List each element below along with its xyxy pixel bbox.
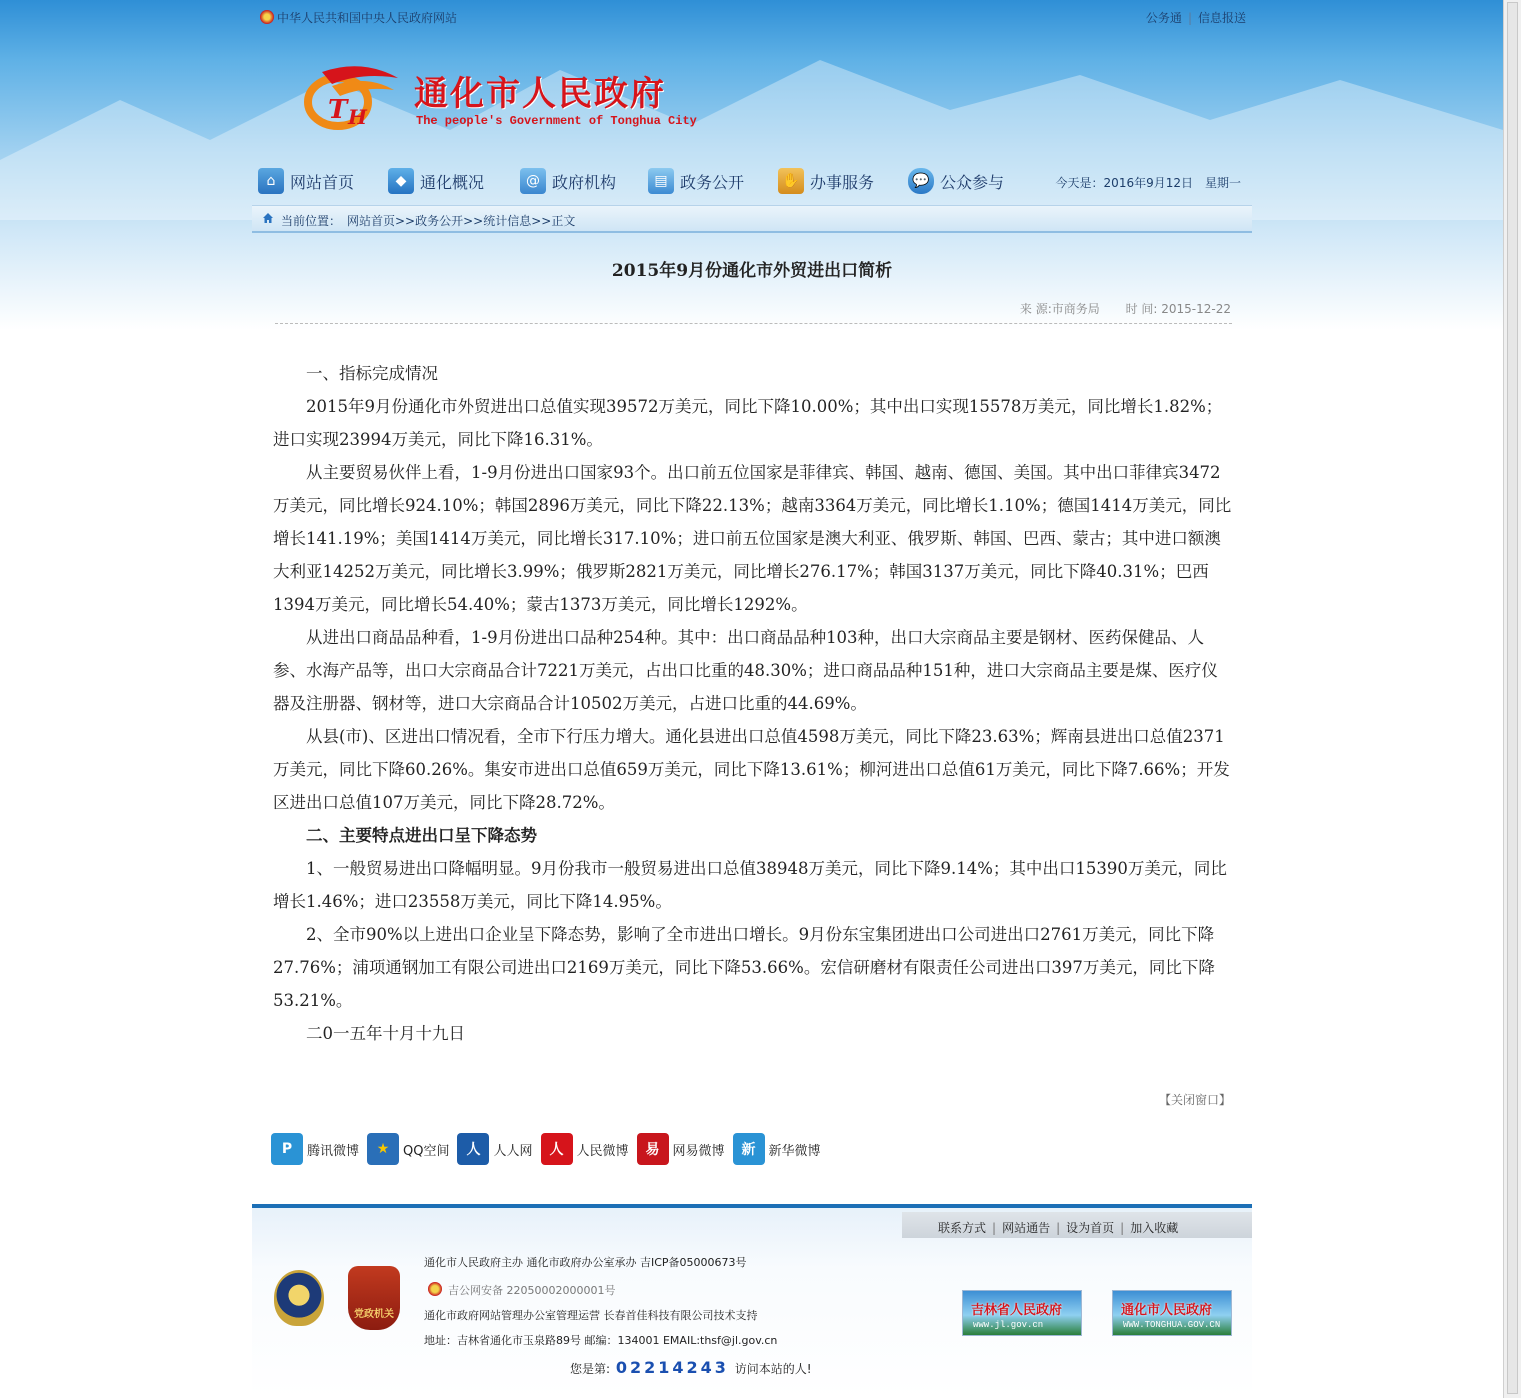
share-label: 人人网 (493, 1143, 533, 1159)
home-icon: ⌂ (258, 168, 284, 194)
share-label: 新华微博 (768, 1143, 821, 1159)
police-badge-icon[interactable] (274, 1270, 324, 1326)
counter-number: 02214243 (615, 1358, 729, 1377)
article-subheading: 二、主要特点进出口呈下降态势 (306, 826, 537, 845)
footer-host-line: 通化市人民政府主办 通化市政府办公室承办 吉ICP备05000673号 (424, 1256, 747, 1269)
article-source: 来 源:市商务局 (1019, 302, 1100, 316)
home-icon (262, 212, 274, 224)
counter-suffix: 访问本站的人! (734, 1362, 812, 1376)
agency-icon: @ (520, 168, 546, 194)
nav-gov-affairs[interactable] (648, 164, 744, 198)
article-paragraph: 从县(市)、区进出口情况看，全市下行压力增大。通化县进出口总值4598万美元，同比下降23.63%；辉南县进出口总值2371万美元，同比下降60.26%。集安市进出口总值659万美元，同比下降13.61%；柳河进出口总值61万美元，同比下降7.66%；开发区进出口总值107万美元，同比下降28.72%。 (273, 727, 1230, 812)
share-xinhua-weibo[interactable] (733, 1133, 821, 1165)
article-paragraph: 一、指标完成情况 (306, 364, 438, 383)
banner-url: WWW.TONGHUA.GOV.CN (1123, 1320, 1221, 1330)
article-paragraph: 2015年9月份通化市外贸进出口总值实现39572万美元，同比下降10.00%；其中出口实现15578万美元，同比增长1.82%；进口实现23994万美元，同比下降16.31%。 (273, 397, 1223, 449)
article-body (273, 357, 1233, 1050)
breadcrumb (252, 205, 1252, 233)
counter-prefix: 您是第: (570, 1362, 611, 1376)
banner-title: 通化市人民政府 (1121, 1303, 1213, 1318)
divider (275, 323, 1232, 324)
article-paragraph: 2、全市90%以上进出口企业呈下降态势，影响了全市进出口增长。9月份东宝集团进出口公司进出口2761万美元，同比下降27.76%；浦项通钢加工有限公司进出口2169万美元，同比下降53.66%。宏信研磨材有限责任公司进出口397万美元，同比下降53.21%。 (273, 925, 1215, 1010)
footer-links: 联系方式 | 网站通告 | 设为首页 | 加入收藏 (902, 1212, 1252, 1238)
breadcrumb-path[interactable]: 网站首页>>政务公开>>统计信息>>正文 (347, 214, 576, 228)
nav-overview[interactable] (388, 164, 484, 198)
footer-favorite-link[interactable]: 加入收藏 (1130, 1221, 1179, 1235)
nav-service[interactable] (778, 164, 874, 198)
article-paragraph: 从进出口商品品种看，1-9月份进出口品种254种。其中：出口商品品种103种，出口大宗商品主要是钢材、医药保健品、人参、水海产品等，出口大宗商品合计7221万美元，占出口比重的48.30%；进口商品品种151种，进口大宗商品主要是煤、医疗仪器及注册器、钢材等，进口大宗商品合计10502万美元，占进口比重的44.69%。 (273, 628, 1218, 713)
qzone-icon: ★ (367, 1133, 399, 1165)
site-title: 通化市人民政府 (414, 74, 666, 114)
share-tencent-weibo[interactable] (271, 1133, 359, 1165)
article-paragraph: 1、一般贸易进出口降幅明显。9月份我市一般贸易进出口总值38948万美元，同比下降9.14%；其中出口15390万美元，同比增长1.46%；进口23558万美元，同比下降14.95%。 (273, 859, 1227, 911)
tonghua-gov-banner[interactable] (1112, 1290, 1232, 1336)
article-date: 二0一五年十月十九日 (306, 1024, 465, 1043)
nav-participation[interactable] (908, 164, 1004, 198)
nav-label: 公众参与 (940, 172, 1005, 192)
renren-icon: 人 (457, 1133, 489, 1165)
share-label: QQ空间 (403, 1143, 450, 1159)
banner-title: 吉林省人民政府 (971, 1303, 1063, 1318)
service-icon: ✋ (778, 168, 804, 194)
footer-contact-link[interactable]: 联系方式 (938, 1221, 987, 1235)
party-gov-badge[interactable]: 党政机关 (348, 1266, 400, 1330)
share-label: 网易微博 (672, 1143, 725, 1159)
nav-label: 政府机构 (552, 172, 617, 192)
footer (252, 1204, 1252, 1394)
th-logo-icon (302, 64, 402, 134)
svg-text:H: H (348, 105, 367, 129)
vertical-scrollbar[interactable] (1503, 0, 1521, 1398)
people-weibo-icon: 人 (541, 1133, 573, 1165)
footer-set-home-link[interactable]: 设为首页 (1066, 1221, 1115, 1235)
share-label: 人民微博 (576, 1143, 629, 1159)
chat-icon: 💬 (908, 168, 934, 194)
svg-text:T: T (328, 95, 348, 125)
share-qzone[interactable] (367, 1133, 449, 1165)
public-security-record[interactable]: 吉公网安备 22050002000001号 (448, 1284, 616, 1297)
national-emblem-icon (260, 10, 274, 24)
share-renren[interactable] (457, 1133, 532, 1165)
site-logo[interactable] (302, 64, 722, 140)
overview-icon: ◆ (388, 168, 414, 194)
close-window-link[interactable]: 【关闭窗口】 (1158, 1093, 1231, 1107)
public-security-icon (428, 1282, 442, 1296)
nav-home[interactable] (258, 164, 354, 198)
main-nav (258, 164, 1253, 200)
document-icon: ▤ (648, 168, 674, 194)
current-date: 今天是：2016年9月12日 星期一 (1055, 176, 1241, 190)
central-gov-link[interactable]: 中华人民共和国中央人民政府网站 (277, 11, 458, 25)
nav-label: 网站首页 (290, 172, 355, 192)
nav-label: 通化概况 (420, 172, 485, 192)
visitor-counter (570, 1358, 812, 1377)
article-paragraph: 从主要贸易伙伴上看，1-9月份进出口国家93个。出口前五位国家是菲律宾、韩国、越南、德国、美国。其中出口菲律宾3472万美元，同比增长924.10%；韩国2896万美元，同比下降22.13%；越南3364万美元，同比增长1.10%；德国1414万美元，同比增长141.19%；美国1414万美元，同比增长317.10%；进口前五位国家是澳大利亚、俄罗斯、韩国、巴西、蒙古；其中进口额澳大利亚14252万美元，同比增长3.99%；俄罗斯2821万美元，同比增长276.17%；韩国3137万美元，同比下降40.31%；巴西1394万美元，同比增长54.40%；蒙古1373万美元，同比增长1292%。 (273, 463, 1232, 614)
nav-label: 政务公开 (680, 172, 745, 192)
gongwutong-link[interactable]: 公务通 (1145, 11, 1182, 25)
share-netease-weibo[interactable] (637, 1133, 725, 1165)
banner-url: www.jl.gov.cn (973, 1320, 1044, 1330)
netease-weibo-icon: 易 (637, 1133, 669, 1165)
share-people-weibo[interactable] (541, 1133, 629, 1165)
top-bar: 中华人民共和国中央人民政府网站 公务通 | 信息报送 (252, 0, 1252, 34)
scrollbar-thumb[interactable] (1507, 2, 1518, 1394)
info-report-link[interactable]: 信息报送 (1197, 11, 1246, 25)
footer-operator-line: 通化市政府网站管理办公室管理运营 长春首佳科技有限公司技术支持 (424, 1309, 758, 1322)
nav-agency[interactable] (520, 164, 616, 198)
xinhua-weibo-icon: 新 (733, 1133, 765, 1165)
footer-address-line: 地址：吉林省通化市玉泉路89号 邮编：134001 EMAIL:thsf@jl.gov.cn (424, 1334, 778, 1347)
article-title: 2015年9月份通化市外贸进出口简析 (611, 261, 893, 281)
site-subtitle: The people's Government of Tonghua City (416, 114, 697, 128)
jilin-gov-banner[interactable] (962, 1290, 1082, 1336)
footer-notice-link[interactable]: 网站通告 (1002, 1221, 1051, 1235)
article-meta (998, 300, 1231, 317)
nav-label: 办事服务 (810, 172, 875, 192)
share-bar (271, 1132, 829, 1166)
article-time: 时 间: 2015-12-22 (1125, 302, 1231, 316)
tencent-weibo-icon: P (271, 1133, 303, 1165)
breadcrumb-label: 当前位置： (281, 214, 342, 228)
share-label: 腾讯微博 (307, 1143, 360, 1159)
